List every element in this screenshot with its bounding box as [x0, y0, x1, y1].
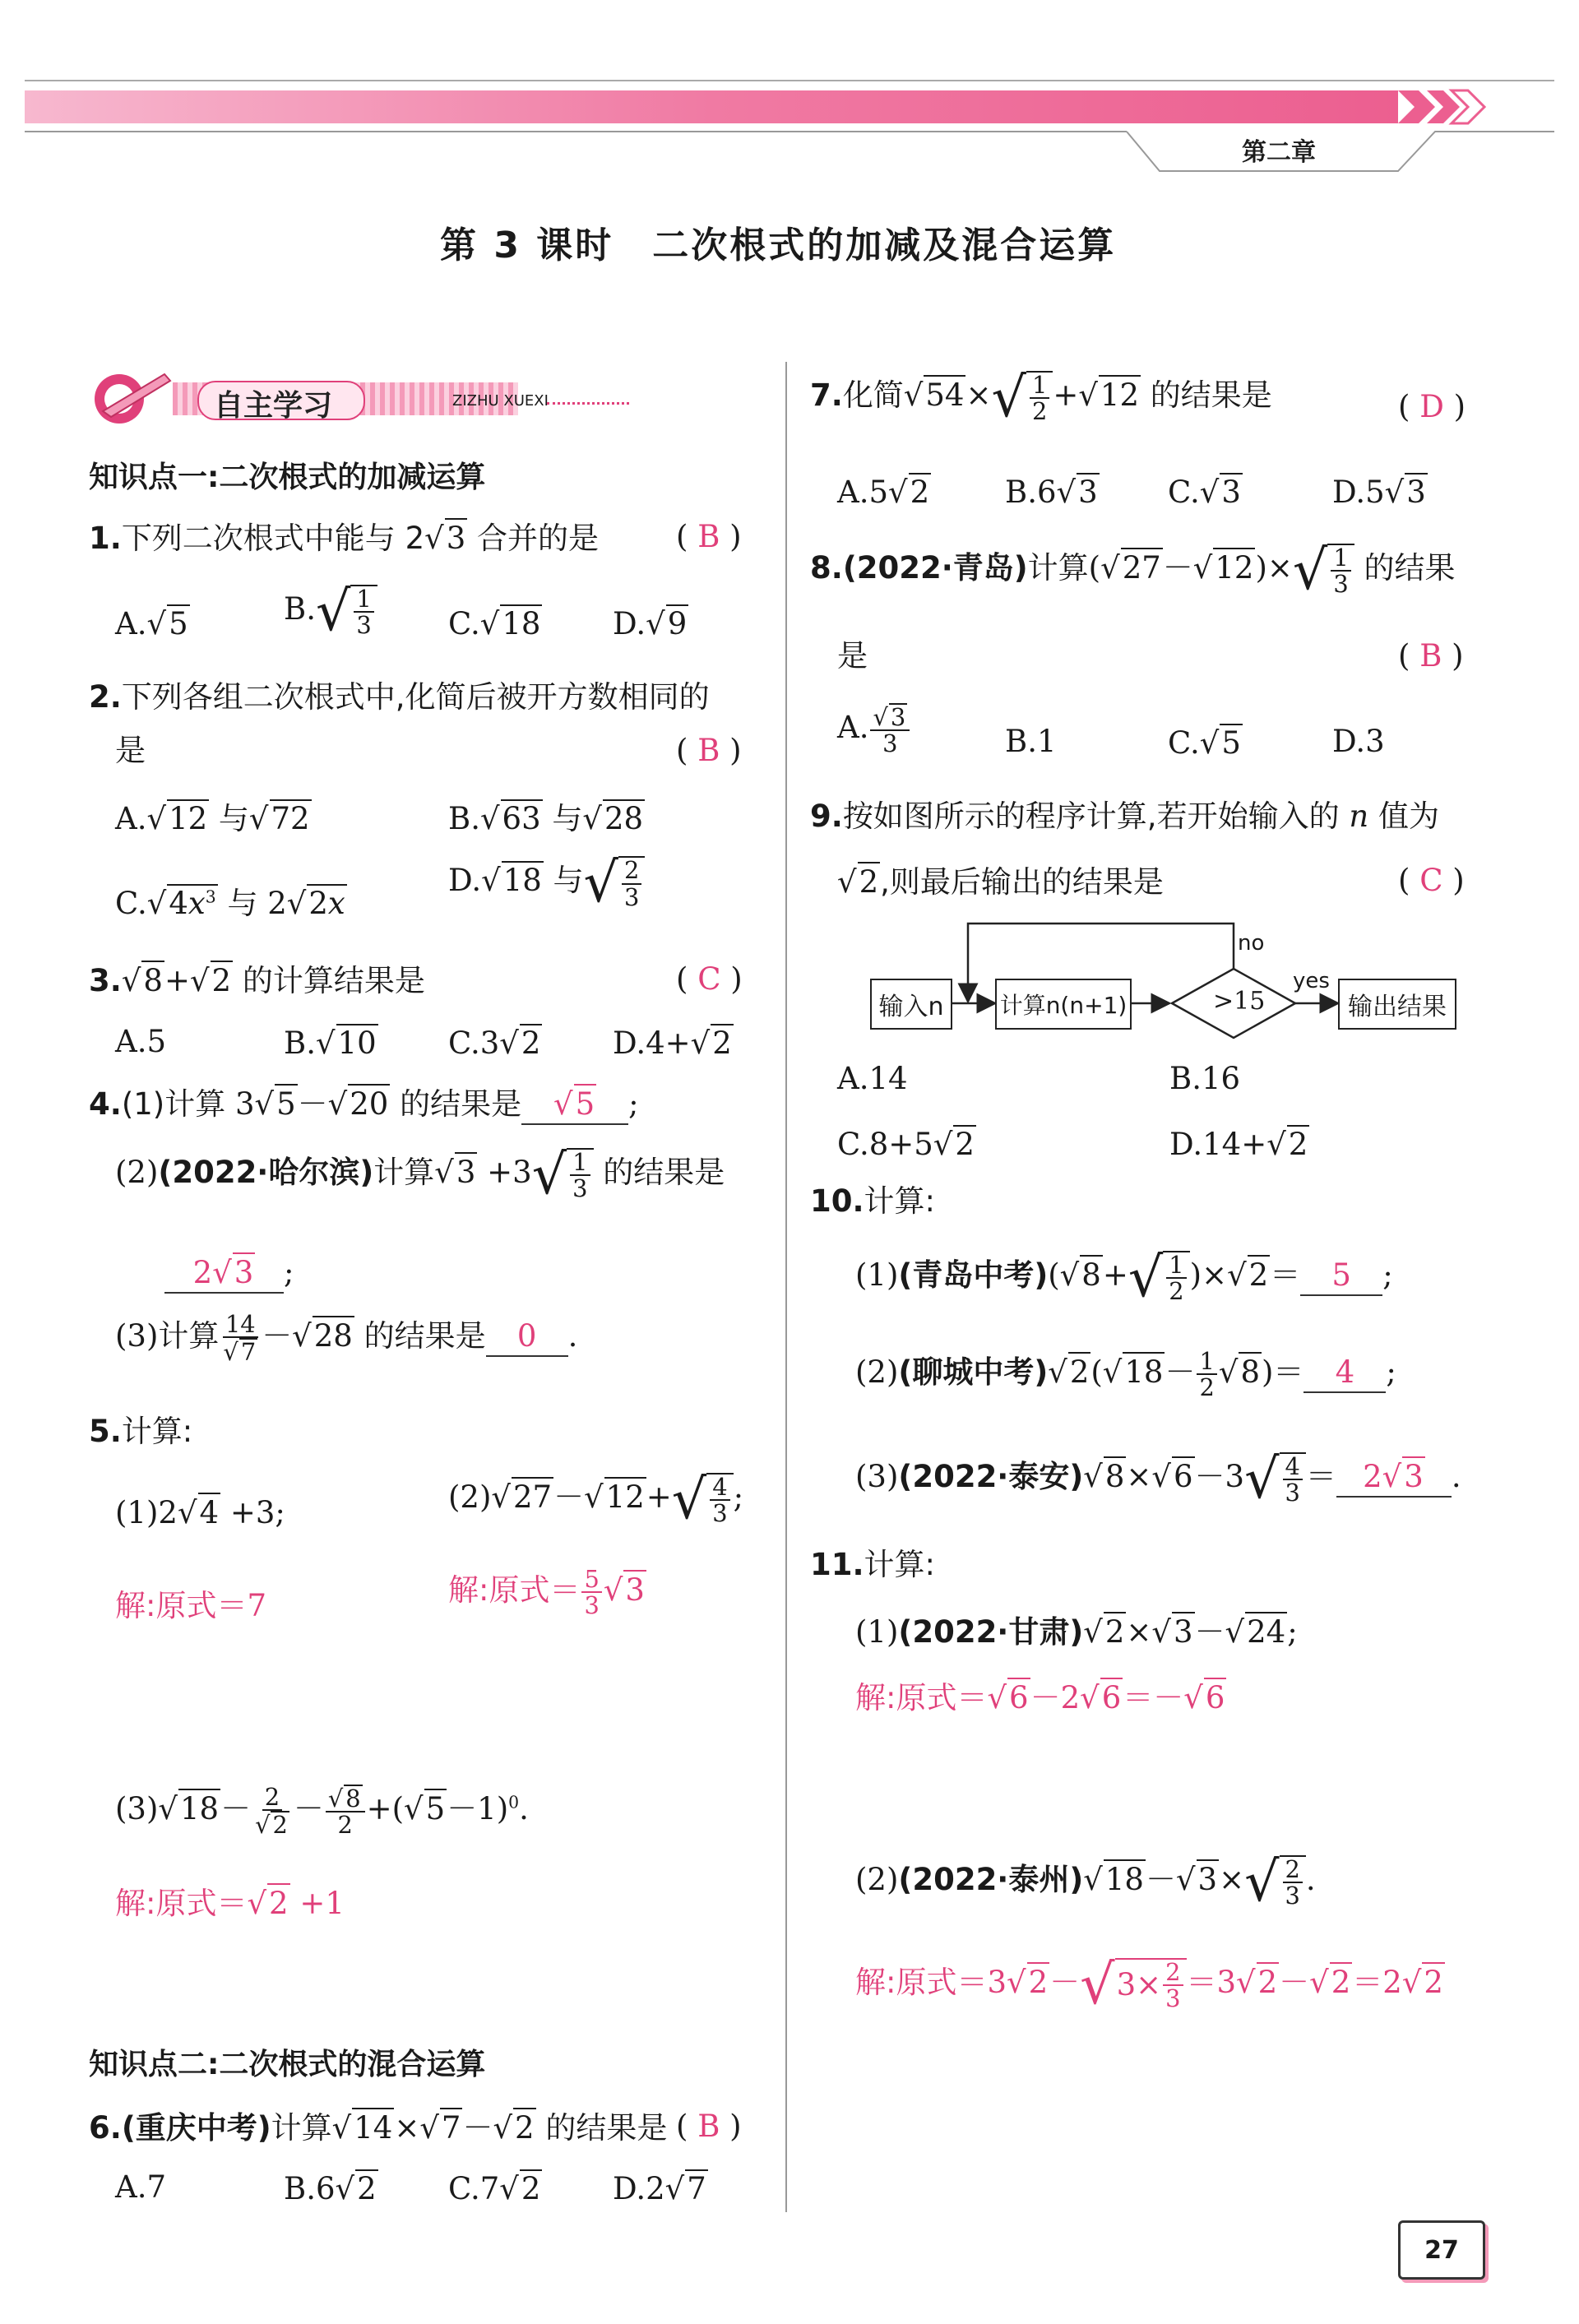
- q6-option-b: B.6√2: [284, 2171, 377, 2206]
- q8-line1: 8.(2022·青岛)计算(√27－√12)× √ $\frac{1}{3}$ 的结果: [810, 538, 1456, 602]
- q8-option-b: B.1: [1005, 724, 1057, 759]
- q3-option-c: C.3√2: [448, 1025, 541, 1061]
- q2-line2: 是: [115, 733, 146, 768]
- q1-option-b: B. √ $\frac{1}{3}$: [284, 584, 377, 639]
- kp1-heading: 知识点一:二次根式的加减运算: [89, 461, 486, 494]
- q8-option-a: A. $\frac{√ 3}{3}$: [837, 703, 911, 757]
- banner-pinyin: ZIZHU XUEXI: [452, 392, 549, 410]
- flow-yes-label: yes: [1293, 969, 1330, 993]
- q6-option-c: C.7√2: [448, 2171, 541, 2206]
- q11-solution2: 解:原式＝3√2－ √ 3× $\frac{2}{3}$ ＝3√2－√2＝2√2: [855, 1952, 1443, 2016]
- q5-solution1: 解:原式＝7: [115, 1588, 267, 1623]
- banner-dots: [547, 402, 629, 405]
- page-number: 27: [1424, 2235, 1459, 2265]
- q8-line2: 是: [837, 638, 868, 674]
- q2-line1: 2.下列各组二次根式中,化简后被开方数相同的: [89, 679, 710, 715]
- q1-answer: ( B ): [676, 519, 742, 554]
- q2-option-a: A.√12 与√72: [115, 801, 310, 836]
- q9-answer: ( C ): [1398, 863, 1465, 898]
- q8-option-d: D.3: [1332, 724, 1385, 759]
- q6: 6.(重庆中考)计算√14×√7－√2 的结果是: [89, 2108, 667, 2147]
- q9-line2: √2,则最后输出的结果是: [837, 862, 1164, 901]
- flow-condition: >15: [1213, 987, 1266, 1016]
- flow-input-box: 输入n: [870, 979, 952, 1030]
- kp2-heading: 知识点二:二次根式的混合运算: [89, 2048, 486, 2081]
- q4-part1: 4.(1)计算 3√5－√20 的结果是 √5 ;: [89, 1084, 639, 1125]
- q2-option-d: D.√18 与 √ $\frac{2}{3}$: [448, 855, 645, 910]
- q8-answer: ( B ): [1398, 638, 1464, 674]
- q3-option-d: D.4+√2: [613, 1025, 732, 1061]
- q2-answer: ( B ): [676, 733, 742, 768]
- section-banner: [86, 366, 646, 432]
- q8-option-c: C.√5: [1168, 725, 1241, 761]
- page-number-box: [1398, 2220, 1485, 2280]
- q4-part3: (3)计算 $\frac{14}{√ 7}$ －√28 的结果是 0 .: [115, 1310, 578, 1367]
- q6-option-d: D.2√7: [613, 2171, 706, 2206]
- q5-solution2: 解:原式＝ $\frac{5}{3}$ √3: [448, 1565, 645, 1620]
- q2-option-b: B.√63 与√28: [448, 801, 644, 836]
- banner-title: 自主学习: [214, 389, 333, 423]
- pen-icon: [86, 366, 185, 432]
- q10-part1: (1)(青岛中考)(√8+ √ $\frac{1}{2}$ )×√2＝ 5 ;: [855, 1245, 1393, 1309]
- q3-option-b: B.√10: [284, 1025, 377, 1061]
- q9-option-c: C.8+5√2: [837, 1127, 975, 1162]
- q10-title: 10.计算:: [810, 1183, 936, 1219]
- q5-solution3: 解:原式＝√2 +1: [115, 1883, 345, 1923]
- q1-option-c: C.√18: [448, 606, 541, 641]
- q2-option-c: $C.√4x^3$ 与 2√2x: [115, 886, 345, 921]
- q5-part1: (1)2√4 +3;: [115, 1493, 285, 1532]
- q7-option-b: B.6√3: [1005, 475, 1098, 510]
- q6-answer: ( B ): [676, 2109, 742, 2144]
- q3-option-a: A.5: [115, 1024, 167, 1059]
- q3: 3.√8+√2 的计算结果是: [89, 961, 425, 1000]
- q3-answer: ( C ): [676, 961, 743, 997]
- header-banner: [0, 66, 1579, 181]
- q7-option-c: C.√3: [1168, 475, 1241, 510]
- q1-option-d: D.√9: [613, 606, 688, 641]
- q4-part2-answer: 2√3 ;: [164, 1252, 294, 1294]
- q1-option-a: A.√5: [115, 606, 188, 641]
- flow-no-label: no: [1238, 931, 1265, 956]
- q5-part3: (3)√18－ $\frac{2}{√ 2}$ － $\frac{√ 8}{2}$ $+(√5-1)^0$.: [115, 1783, 529, 1840]
- q9-option-d: D.14+√2: [1169, 1127, 1308, 1162]
- q1: 1.下列二次根式中能与 2√3 合并的是: [89, 518, 599, 558]
- q11-solution1: 解:原式＝√6－2√6＝－√6: [855, 1678, 1226, 1717]
- chapter-label: 第二章: [1242, 138, 1316, 167]
- q5-part2: (2)√27－√12+ √ $\frac{4}{3}$ ;: [448, 1467, 744, 1531]
- q10-part2: (2)(聊城中考)√2(√18－ $\frac{1}{2}$ √8)＝ 4 ;: [855, 1347, 1396, 1402]
- q9-line1: 9.按如图所示的程序计算,若开始输入的 n 值为: [810, 799, 1439, 834]
- q11-part2: (2)(2022·泰州)√18－√3× √ $\frac{2}{3}$ .: [855, 1849, 1316, 1914]
- flow-output-box: 输出结果: [1338, 979, 1456, 1030]
- q7-option-a: A.5√2: [837, 475, 930, 510]
- q7-option-d: D.5√3: [1332, 475, 1426, 510]
- q11-part1: (1)(2022·甘肃)√2×√3－√24;: [855, 1612, 1298, 1651]
- column-divider: [785, 362, 787, 2212]
- q7-answer: ( D ): [1398, 389, 1466, 424]
- lesson-title: 第 3 课时 二次根式的加减及混合运算: [440, 225, 1117, 266]
- q9-option-b: B.16: [1169, 1061, 1241, 1096]
- q7: 7.化简√54× √ $\frac{1}{2}$ +√12 的结果是: [810, 365, 1272, 429]
- q11-title: 11.计算:: [810, 1547, 936, 1582]
- flow-calc-box: 计算n(n+1): [995, 979, 1132, 1030]
- q9-option-a: A.14: [837, 1061, 908, 1096]
- q6-option-a: A.7: [115, 2169, 167, 2205]
- q10-part3: (3)(2022·泰安)√8×√6－3 √ $\frac{4}{3}$ ＝ 2√3 .: [855, 1447, 1461, 1511]
- q4-part2: (2)(2022·哈尔滨)计算√3 +3 √ $\frac{1}{3}$ 的结果是: [115, 1142, 725, 1206]
- q5-title: 5.计算:: [89, 1414, 193, 1449]
